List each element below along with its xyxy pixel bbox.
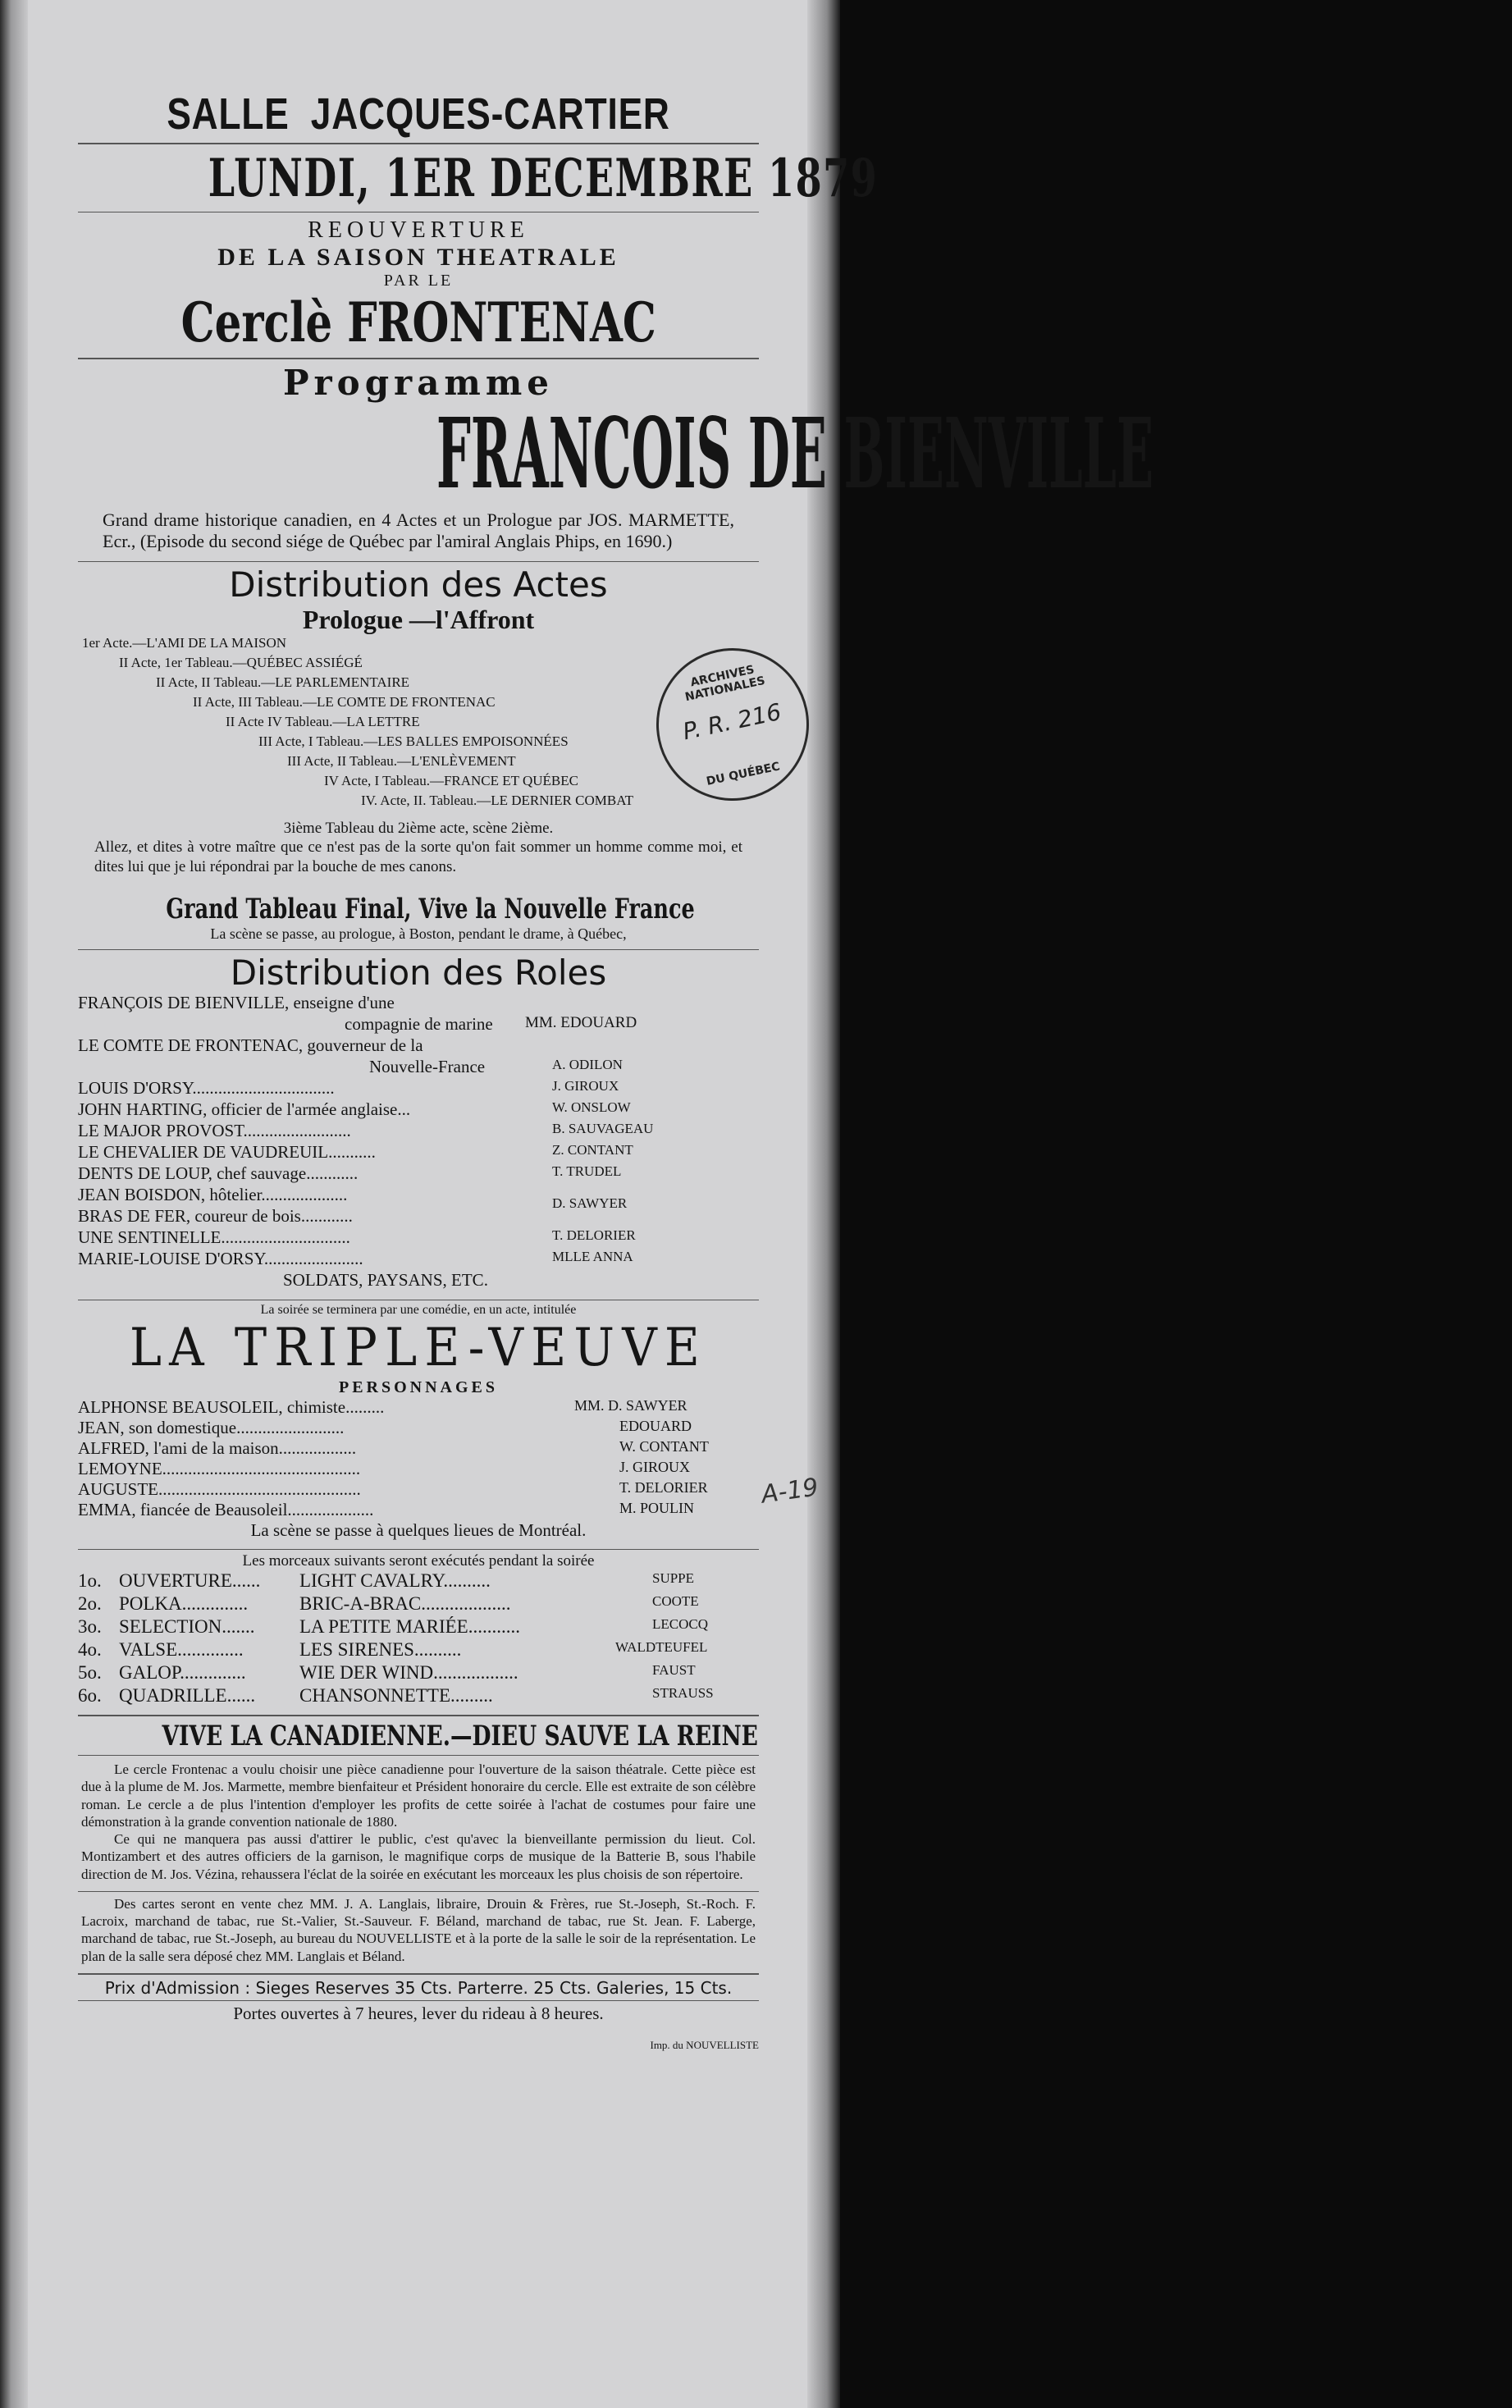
music-type: OUVERTURE...... bbox=[119, 1570, 261, 1592]
role-actor: MLLE ANNA bbox=[552, 1249, 633, 1265]
final-tableau-wrap bbox=[78, 893, 759, 925]
music-title: LA PETITE MARIÉE........... bbox=[299, 1616, 520, 1638]
act-line: III Acte, I Tableau.—LES BALLES EMPOISONNÉES bbox=[258, 733, 569, 749]
role-name: JOHN HARTING, officier de l'armée anglaise... bbox=[78, 1099, 411, 1120]
comedy-intro: La soirée se terminera par une comédie, en un acte, intitulée bbox=[260, 1303, 577, 1318]
music-composer: STRAUSS bbox=[652, 1685, 714, 1702]
music-composer: COOTE bbox=[652, 1593, 699, 1610]
music-type: SELECTION....... bbox=[119, 1616, 255, 1638]
role-name: LE COMTE DE FRONTENAC, gouverneur de la bbox=[78, 1035, 423, 1056]
music-type: QUADRILLE...... bbox=[119, 1685, 256, 1707]
comedy-title: LA TRIPLE-VEUVE bbox=[129, 1318, 708, 1379]
character-actor: J. GIROUX bbox=[619, 1459, 691, 1476]
programme-heading: Programme bbox=[282, 363, 555, 403]
music-list bbox=[78, 1570, 759, 1708]
divider bbox=[78, 1891, 759, 1892]
music-composer: LECOCQ bbox=[652, 1616, 708, 1633]
club-wrap bbox=[78, 290, 759, 354]
stamp-bottom-text: DU QUÉBEC bbox=[705, 760, 782, 788]
header-venue: SALLE JACQUES-CARTIER bbox=[167, 89, 670, 139]
character-name: LEMOYNE.............................................. bbox=[78, 1459, 361, 1479]
stamp-top-text: ARCHIVES NATIONALES bbox=[683, 663, 767, 705]
role-name: LOUIS D'ORSY................................. bbox=[78, 1078, 335, 1099]
act-line: II Acte, II Tableau.—LE PARLEMENTAIRE bbox=[156, 674, 410, 690]
music-title: WIE DER WIND.................. bbox=[299, 1662, 518, 1684]
season-text: DE LA SAISON THEATRALE bbox=[217, 244, 619, 271]
header-date: LUNDI, 1ER DECEMBRE 1879 bbox=[208, 148, 879, 209]
quote-text: Allez, et dites à votre maître que ce n'est pas de la sorte qu'on fait sommer un homme comme moi, et dites lui que je lui répondrai par la bouche de mes canons. bbox=[94, 838, 742, 876]
role-name: Nouvelle-France bbox=[369, 1057, 486, 1077]
final-tableau: Grand Tableau Final, Vive la Nouvelle France bbox=[166, 893, 695, 926]
music-composer: FAUST bbox=[652, 1662, 696, 1679]
play-title-wrap bbox=[78, 396, 1154, 510]
admission-prices: Prix d'Admission : Sieges Reserves 35 Cts. Parterre. 25 Cts. Galeries, 15 Cts. bbox=[104, 1977, 733, 1998]
music-composer: WALDTEUFEL bbox=[615, 1639, 708, 1656]
play-description: Grand drame historique canadien, en 4 Actes et un Prologue par JOS. MARMETTE, Ecr., (Episode du second siége de Québec par l'amiral Anglais Phips, en 1690.) bbox=[103, 509, 734, 552]
music-composer: SUPPE bbox=[652, 1570, 695, 1587]
characters-heading: PERSONNAGES bbox=[338, 1378, 499, 1397]
character-name: JEAN, son domestique......................... bbox=[78, 1418, 345, 1438]
roles-heading: Distribution des Roles bbox=[230, 953, 607, 994]
divider bbox=[78, 2000, 759, 2001]
music-num: 6o. bbox=[78, 1685, 102, 1707]
character-actor: MM. D. SAWYER bbox=[574, 1397, 687, 1414]
header-venue-wrap bbox=[78, 89, 759, 139]
role-name: SOLDATS, PAYSANS, ETC. bbox=[283, 1270, 488, 1291]
scan-right-edge bbox=[807, 0, 840, 2408]
act-scene-ref: 3ième Tableau du 2ième acte, scène 2ième. bbox=[283, 819, 554, 837]
printer-credit: Imp. du NOUVELLISTE bbox=[650, 2038, 759, 2051]
role-name: UNE SENTINELLE.............................. bbox=[78, 1227, 350, 1248]
music-num: 4o. bbox=[78, 1639, 102, 1661]
role-actor: J. GIROUX bbox=[552, 1078, 619, 1094]
role-name: LE CHEVALIER DE VAUDREUIL........... bbox=[78, 1142, 376, 1163]
music-title: CHANSONNETTE......... bbox=[299, 1685, 493, 1707]
role-actor: B. SAUVAGEAU bbox=[552, 1121, 654, 1137]
act-line: II Acte, III Tableau.—LE COMTE DE FRONTENAC bbox=[193, 693, 496, 710]
divider bbox=[78, 1973, 759, 1975]
divider bbox=[78, 561, 759, 562]
role-actor: T. TRUDEL bbox=[552, 1163, 622, 1180]
music-num: 2o. bbox=[78, 1593, 102, 1615]
comedy-setting: La scène se passe à quelques lieues de Montréal. bbox=[250, 1520, 587, 1541]
anthem-text: VIVE LA CANADIENNE.—DIEU SAUVE LA REINE bbox=[162, 1720, 758, 1753]
character-actor: W. CONTANT bbox=[619, 1438, 709, 1455]
role-name: JEAN BOISDON, hôtelier.................... bbox=[78, 1185, 348, 1205]
comedy-cast bbox=[78, 1397, 759, 1520]
divider bbox=[78, 949, 759, 950]
music-title: BRIC-A-BRAC................... bbox=[299, 1593, 511, 1615]
music-type: GALOP.............. bbox=[119, 1662, 246, 1684]
role-name: DENTS DE LOUP, chef sauvage............ bbox=[78, 1163, 359, 1184]
character-actor: T. DELORIER bbox=[619, 1479, 708, 1496]
play-title: FRANCOIS DE BIENVILLE bbox=[436, 396, 1154, 510]
character-name: ALPHONSE BEAUSOLEIL, chimiste......... bbox=[78, 1397, 385, 1418]
character-name: AUGUSTE............................................... bbox=[78, 1479, 361, 1500]
role-name: BRAS DE FER, coureur de bois............ bbox=[78, 1206, 353, 1227]
role-name: FRANÇOIS DE BIENVILLE, enseigne d'une bbox=[78, 993, 395, 1013]
act-line: 1er Acte.—L'AMI DE LA MAISON bbox=[82, 634, 287, 651]
tickets-paragraph: Des cartes seront en vente chez MM. J. A. Langlais, libraire, Drouin & Frères, rue St.-Joseph, St.-Roch. F. Lacroix, marchand de tabac, rue St.-Valier, St.-Sauveur. F. Béland, marchand de tabac, rue St. Jean. F. Laberge, marchand de tabac, rue St.-Joseph, au bureau du NOUVELLISTE et à la porte de la salle le soir de la représentation. Le plan de la salle sera déposé chez MM. Langlais et Béland. bbox=[81, 1895, 756, 1964]
music-num: 5o. bbox=[78, 1662, 102, 1684]
acts-list bbox=[78, 635, 759, 820]
character-name: EMMA, fiancée de Beausoleil.................... bbox=[78, 1500, 374, 1520]
act-line: II Acte, 1er Tableau.—QUÉBEC ASSIÉGÉ bbox=[119, 654, 363, 670]
role-actor: Z. CONTANT bbox=[552, 1142, 633, 1158]
character-name: ALFRED, l'ami de la maison.................. bbox=[78, 1438, 357, 1459]
note-paragraph: Ce qui ne manquera pas aussi d'attirer le public, c'est qu'avec la bienveillante permission du lieut. Col. Montizambert et des autres officiers de la garnison, le magnifique corps de musique de la Batterie B, sous l'habile direction de M. Jos. Vézina, rehaussera l'éclat de la soirée en exécutant les morceaux les plus choisis de son répertoire. bbox=[81, 1831, 756, 1882]
divider bbox=[78, 1549, 759, 1550]
act-line: IV. Acte, II. Tableau.—LE DERNIER COMBAT bbox=[361, 792, 633, 808]
music-title: LIGHT CAVALRY.......... bbox=[299, 1570, 491, 1592]
act-line: IV Acte, I Tableau.—FRANCE ET QUÉBEC bbox=[324, 772, 578, 788]
divider bbox=[78, 143, 759, 144]
role-name: compagnie de marine bbox=[345, 1014, 493, 1035]
header-date-wrap bbox=[78, 148, 879, 209]
stamp-code: P. R. 216 bbox=[680, 697, 784, 746]
margin-note: A-19 bbox=[759, 1473, 820, 1510]
music-type: POLKA.............. bbox=[119, 1593, 249, 1615]
scan-left-edge bbox=[0, 0, 28, 2408]
role-name: MARIE-LOUISE D'ORSY....................... bbox=[78, 1249, 363, 1269]
doors-text: Portes ouvertes à 7 heures, lever du rideau à 8 heures. bbox=[233, 2003, 604, 2023]
role-actor: D. SAWYER bbox=[552, 1195, 628, 1212]
music-title: LES SIRENES.......... bbox=[299, 1639, 462, 1661]
role-actor: W. ONSLOW bbox=[552, 1099, 631, 1116]
acts-heading: Distribution des Actes bbox=[229, 564, 608, 605]
by-text: PAR LE bbox=[383, 272, 454, 290]
role-actor: MM. EDOUARD bbox=[525, 1014, 637, 1032]
roles-list bbox=[78, 993, 759, 1291]
club-name: Cerclè FRONTENAC bbox=[180, 290, 656, 354]
music-num: 3o. bbox=[78, 1616, 102, 1638]
character-actor: EDOUARD bbox=[619, 1418, 692, 1435]
divider bbox=[78, 1755, 759, 1756]
role-actor: T. DELORIER bbox=[552, 1227, 636, 1244]
play-setting: La scène se passe, au prologue, à Boston, pendant le drame, à Québec, bbox=[210, 925, 627, 943]
reopening-text: REOUVERTURE bbox=[308, 217, 529, 243]
act-line: II Acte IV Tableau.—LA LETTRE bbox=[226, 713, 420, 729]
prologue-title: Prologue —l'Affront bbox=[302, 604, 535, 634]
note-paragraph: Le cercle Frontenac a voulu choisir une pièce canadienne pour l'ouverture de la saison théatrale. Cette pièce est due à la plume de M. Jos. Marmette, membre bienfaiteur et Président honoraire du cercle. Elle est extraite de son célèbre roman. Le cercle a de plus l'intention d'employer les profits de cette soirée à l'achat de costumes pour faire une démonstration à la grande convention nationale de 1880. bbox=[81, 1761, 756, 1830]
music-intro: Les morceaux suivants seront exécutés pendant la soirée bbox=[242, 1552, 595, 1570]
role-name: LE MAJOR PROVOST......................... bbox=[78, 1121, 351, 1141]
divider bbox=[78, 358, 759, 359]
music-type: VALSE.............. bbox=[119, 1639, 244, 1661]
divider bbox=[78, 1715, 759, 1716]
anthem-wrap bbox=[78, 1720, 759, 1752]
role-actor: A. ODILON bbox=[552, 1057, 623, 1073]
character-actor: M. POULIN bbox=[619, 1500, 695, 1517]
music-num: 1o. bbox=[78, 1570, 102, 1592]
act-line: III Acte, II Tableau.—L'ENLÈVEMENT bbox=[287, 752, 516, 769]
